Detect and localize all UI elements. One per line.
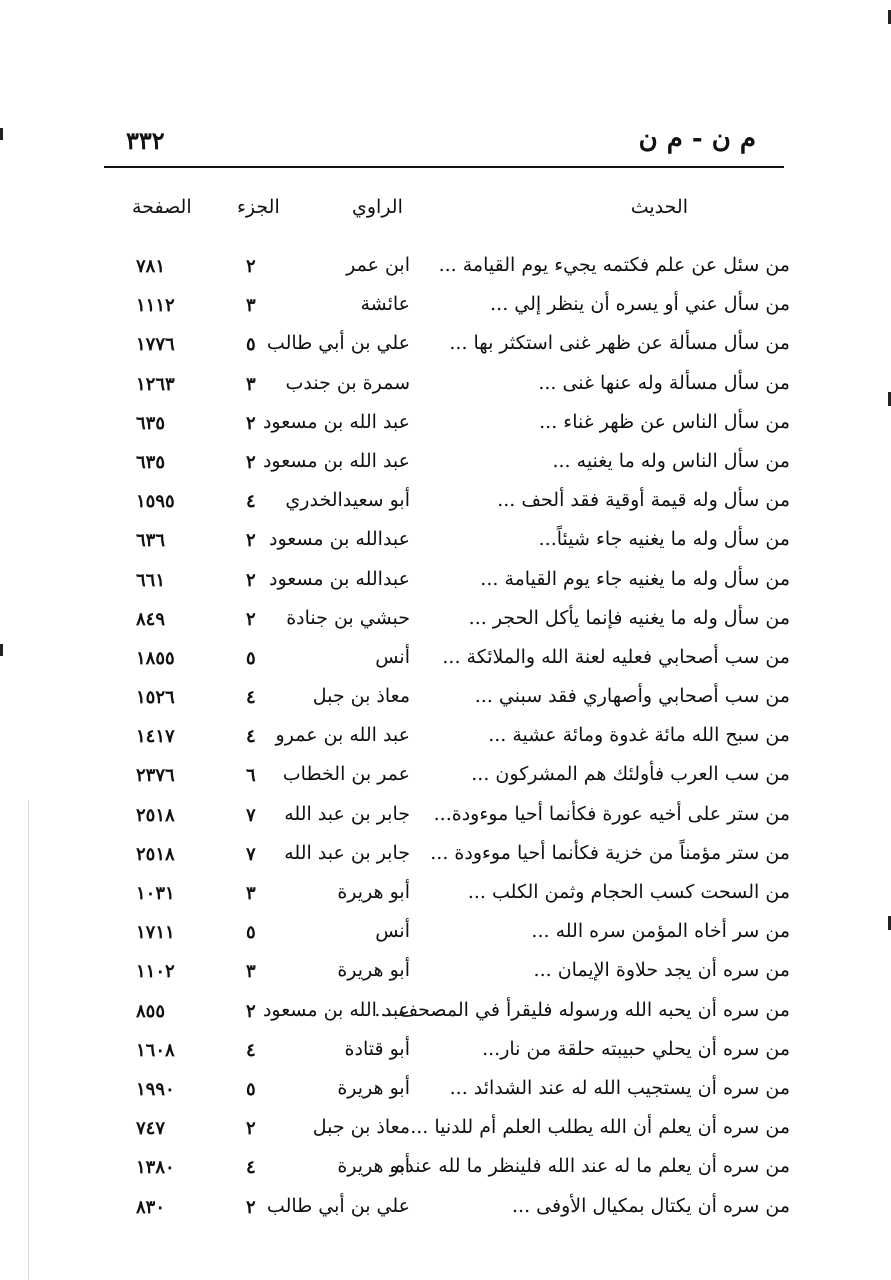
column-header-hadith: الحديث [630, 196, 688, 218]
column-header-narrator: الراوي [352, 196, 403, 218]
hadith-text: من سره أن يجد حلاوة الإيمان ... [533, 959, 790, 982]
hadith-text: من ستر على أخيه عورة فكأنما أحيا موءودة... [433, 802, 790, 825]
page-ref: ١٥٢٦ [136, 687, 175, 709]
narrator-name: جابر بن عبد الله [284, 841, 410, 864]
volume-number: ٥ [246, 1078, 256, 1100]
column-header-volume: الجزء [237, 196, 280, 218]
hadith-text: من سأل وله قيمة أوقية فقد ألحف ... [497, 489, 790, 512]
table-row [104, 1110, 794, 1149]
table-row [104, 836, 794, 875]
table-row [104, 287, 794, 326]
page-number: ٣٣٢ [126, 126, 165, 155]
hadith-text: من سأل وله ما يغنيه جاء يوم القيامة ... [480, 567, 790, 590]
narrator-name: عبد الله بن مسعود [262, 998, 410, 1021]
table-row [104, 757, 794, 796]
table-row [104, 953, 794, 992]
page-ref: ١٧١١ [136, 922, 175, 944]
volume-number: ٤ [246, 491, 256, 513]
hadith-text: من سره أن يعلم أن الله يطلب العلم أم للدنيا ... [410, 1116, 790, 1139]
page-ref: ٨٥٥ [136, 1000, 166, 1022]
volume-number: ٢ [246, 1118, 256, 1140]
volume-number: ٣ [246, 373, 256, 395]
volume-number: ٢ [246, 412, 256, 434]
hadith-text: من سب أصحابي وأصهاري فقد سبني ... [474, 685, 790, 708]
volume-number: ٢ [246, 1196, 256, 1218]
narrator-name: حبشي بن جنادة [286, 606, 410, 629]
volume-number: ٤ [246, 1157, 256, 1179]
volume-number: ٣ [246, 883, 256, 904]
table-row [104, 640, 794, 679]
hadith-text: من سب أصحابي فعليه لعنة الله والملائكة ... [442, 645, 790, 668]
hadith-text: من سره أن يستجيب الله له عند الشدائد ... [449, 1076, 790, 1099]
narrator-name: أبو هريرة [337, 959, 410, 982]
narrator-name: أبو هريرة [337, 1155, 410, 1178]
hadith-text: من سب العرب فأولئك هم المشركون ... [471, 763, 790, 786]
table-row [104, 248, 794, 287]
column-headers [104, 196, 794, 226]
page-ref: ٢٥١٨ [136, 843, 175, 865]
narrator-name: أبو قتادة [344, 1037, 410, 1060]
narrator-name: أبو هريرة [337, 881, 410, 903]
hadith-text: من سره أن يكتال بمكيال الأوفى ... [512, 1194, 790, 1217]
page-ref: ١١١٢ [136, 295, 175, 317]
hadith-text: من سر أخاه المؤمن سره الله ... [531, 920, 790, 943]
table-row [104, 1071, 794, 1110]
page-ref: ٨٤٩ [136, 608, 166, 630]
volume-number: ٢ [246, 530, 256, 552]
table-row [104, 405, 794, 444]
page-ref: ١٥٩٥ [136, 491, 175, 513]
edge-mark [0, 128, 3, 140]
page-ref: ٦٣٥ [136, 451, 166, 473]
volume-number: ٣ [246, 961, 256, 983]
volume-number: ٢ [246, 451, 256, 473]
volume-number: ٢ [246, 608, 256, 630]
page-ref: ١٣٨٠ [136, 1157, 175, 1179]
page-ref: ٨٣٠ [136, 1196, 166, 1218]
hadith-index-table [104, 248, 794, 1228]
table-row [104, 718, 794, 757]
page-ref: ٦٦١ [136, 569, 166, 591]
volume-number: ٥ [246, 334, 256, 356]
narrator-name: عبدالله بن مسعود [269, 567, 410, 590]
header-rule [104, 166, 784, 168]
volume-number: ٣ [246, 295, 256, 317]
volume-number: ٢ [246, 569, 256, 591]
narrator-name: علي بن أبي طالب [266, 1194, 410, 1217]
volume-number: ٦ [246, 765, 256, 787]
hadith-text: من سأل الناس عن ظهر غناء ... [539, 410, 790, 433]
section-title: م ن - م ن [638, 124, 756, 154]
page-ref: ٢٥١٨ [136, 804, 175, 826]
column-header-page: الصفحة [132, 196, 192, 218]
page-ref: ١٤١٧ [136, 726, 175, 748]
hadith-text: من سأل وله ما يغنيه فإنما يأكل الحجر ... [468, 606, 790, 629]
volume-number: ٤ [246, 1039, 256, 1061]
table-row [104, 483, 794, 522]
narrator-name: معاذ بن جبل [312, 685, 410, 708]
page-ref: ١١٠٢ [136, 961, 175, 983]
page-header [104, 118, 784, 162]
table-row [104, 1149, 794, 1188]
hadith-text: من سأل عني أو يسره أن ينظر إلي ... [490, 293, 790, 316]
narrator-name: عبد الله بن مسعود [262, 449, 410, 472]
narrator-name: جابر بن عبد الله [284, 802, 410, 825]
narrator-name: أنس [375, 645, 410, 668]
volume-number: ٧ [246, 804, 256, 826]
edge-mark [0, 644, 3, 656]
table-row [104, 522, 794, 561]
narrator-name: معاذ بن جبل [312, 1116, 410, 1139]
page-ref: ١٧٧٦ [136, 334, 175, 356]
hadith-text: من السحت كسب الحجام وثمن الكلب ... [467, 881, 790, 903]
hadith-text: من سأل الناس وله ما يغنيه ... [552, 449, 790, 472]
table-row [104, 797, 794, 836]
table-row [104, 366, 794, 405]
narrator-name: أنس [375, 920, 410, 943]
page-ref: ٦٣٥ [136, 412, 166, 434]
volume-number: ٤ [246, 687, 256, 709]
narrator-name: عائشة [360, 293, 410, 316]
page-ref: ١٩٩٠ [136, 1078, 175, 1100]
table-row [104, 1032, 794, 1071]
narrator-name: علي بن أبي طالب [266, 332, 410, 355]
volume-number: ٥ [246, 922, 256, 944]
page-ref: ١٠٣١ [136, 883, 175, 904]
table-row [104, 601, 794, 640]
volume-number: ٧ [246, 843, 256, 865]
hadith-text: من سأل مسألة وله عنها غنى ... [538, 371, 790, 394]
table-row [104, 562, 794, 601]
volume-number: ٥ [246, 647, 256, 669]
page-ref: ١٢٦٣ [136, 373, 175, 395]
narrator-name: ابن عمر [346, 254, 410, 276]
margin-line [28, 800, 29, 1280]
table-row [104, 875, 794, 914]
page-ref: ٧٨١ [136, 256, 166, 277]
hadith-text: من سأل وله ما يغنيه جاء شيئاً... [538, 528, 790, 551]
hadith-text: من سره أن يحبه الله ورسوله فليقرأ في المصحف ... [374, 998, 790, 1021]
hadith-text: من سره أن يعلم ما له عند الله فلينظر ما لله عنده. [389, 1155, 790, 1178]
page-ref: ٦٣٦ [136, 530, 166, 552]
narrator-name: عبد الله بن مسعود [262, 410, 410, 433]
hadith-text: من سره أن يحلي حبيبته حلقة من نار... [482, 1037, 790, 1060]
table-row [104, 679, 794, 718]
table-row [104, 1189, 794, 1228]
table-row [104, 914, 794, 953]
volume-number: ٢ [246, 256, 256, 277]
hadith-text: من ستر مؤمناً من خزية فكأنما أحيا موءودة ... [430, 841, 790, 864]
table-row [104, 444, 794, 483]
narrator-name: عبد الله بن عمرو [275, 724, 410, 747]
table-row [104, 326, 794, 365]
page-ref: ٧٤٧ [136, 1118, 166, 1140]
narrator-name: عمر بن الخطاب [282, 763, 410, 786]
narrator-name: أبو هريرة [337, 1076, 410, 1099]
narrator-name: أبو سعيدالخدري [285, 489, 410, 512]
hadith-text: من سبح الله مائة غدوة ومائة عشية ... [488, 724, 790, 747]
volume-number: ٢ [246, 1000, 256, 1022]
table-row [104, 993, 794, 1032]
page-ref: ١٨٥٥ [136, 647, 175, 669]
hadith-text: من سئل عن علم فكتمه يجيء يوم القيامة ... [438, 254, 790, 276]
page-ref: ١٦٠٨ [136, 1039, 175, 1061]
narrator-name: عبدالله بن مسعود [269, 528, 410, 551]
volume-number: ٤ [246, 726, 256, 748]
hadith-text: من سأل مسألة عن ظهر غنى استكثر بها ... [449, 332, 790, 355]
page-ref: ٢٣٧٦ [136, 765, 175, 787]
narrator-name: سمرة بن جندب [285, 371, 410, 394]
